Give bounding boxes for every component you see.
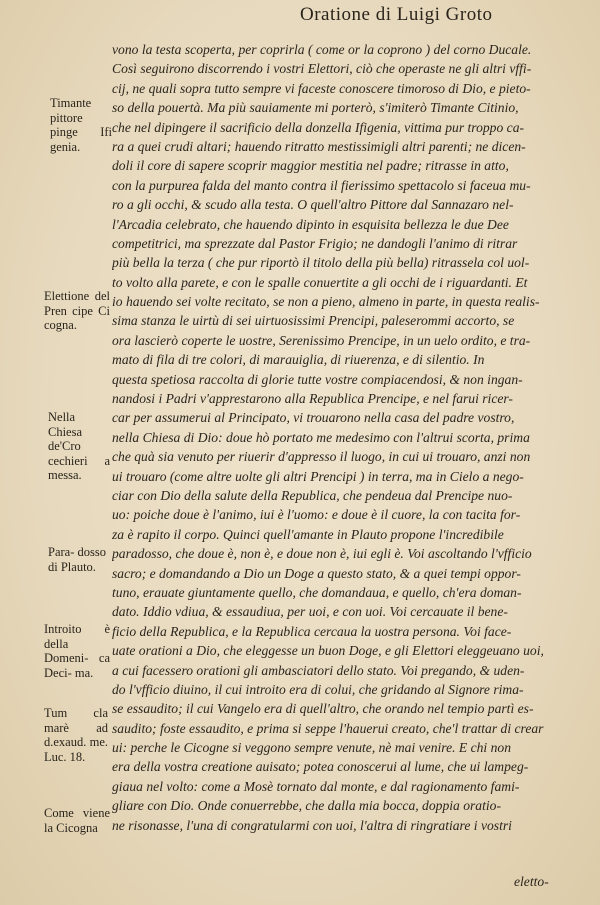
margin-note-cicogna: Come viene la Cicogna: [44, 806, 110, 835]
text-line: paradosso, che doue è, non è, e doue non è, iui egli è. Voi ascoltando l'vfficio: [112, 546, 532, 562]
text-line: uo: poiche doue è l'animo, iui è l'uomo: e doue è il cuore, la con tacita for-: [112, 507, 521, 523]
text-line: tuno, erauate giuntamente quello, che domandaua, e quello, ch'era doman-: [112, 584, 522, 600]
text-line: saudito; foste essaudito, e prima si seppe l'hauerui creato, che'l trattar di crear: [112, 720, 544, 736]
running-head: Oratione di Luigi Groto: [300, 4, 493, 25]
margin-note-paradosso: Para- dosso di Plauto.: [48, 545, 106, 574]
text-line: a cui facessero orationi gli ambasciatori dello stato. Voi pregando, & uden-: [112, 662, 525, 678]
margin-note-chiesa: Nella Chiesa de'Cro cechieri a messa.: [48, 410, 110, 482]
text-line: so della pouertà. Ma più sauiamente mi porterò, s'imiterò Timante Citinio,: [112, 100, 519, 116]
text-line: za è rapito il corpo. Quinci quell'amante in Plauto propone l'incredibile: [112, 526, 504, 542]
text-line: to volto alla parete, e con le spalle conuertite a gli occhi de i riguardanti. Et: [112, 274, 528, 290]
text-line: uate orationi a Dio, che eleggesse un buon Doge, e gli Elettori eleggeuano uoi,: [112, 643, 544, 659]
text-line: ui: perche le Cicogne si veggono sempre venute, nè mai venire. E chi non: [112, 740, 511, 756]
text-line: ciar con Dio della salute della Republica, che pendeua dal Prencipe nuo-: [112, 487, 513, 503]
text-line: ora lascierò coperte le uostre, Serenissimo Prencipe, in un uelo ordito, e tra-: [112, 332, 531, 348]
catchword: eletto-: [514, 874, 549, 889]
text-line: doli il core di sapere scoprir maggior mestitia nel padre; ritrasse in atto,: [112, 158, 509, 174]
margin-note-timante: Timante pittore pinge Ifi genia.: [50, 96, 112, 154]
text-line: era della vostra creatione auisato; potea conoscerui al lume, che ui lampeg-: [112, 759, 529, 775]
text-line: vono la testa scoperta, per coprirla ( come or la coprono ) del corno Ducale.: [112, 42, 532, 57]
text-line: cij, ne quali sopra tutto sempre vi faceste conoscere timoroso di Dio, e pieto-: [112, 80, 531, 96]
text-line: car per assumerui al Principato, vi trouarono nella casa del padre vostro,: [112, 410, 515, 426]
main-text-block: [112, 40, 592, 835]
text-line: ro a gli occhi, & scudo alla testa. O quell'altro Pittore dal Sannazaro nel-: [112, 197, 514, 213]
text-line: con la purpurea falda del manto contra il fierissimo spettacolo si faceua mu-: [112, 177, 531, 193]
text-line: ra a quei crudi altari; hauendo ritratto mestissimigli altri parenti; ne dicen-: [112, 138, 526, 154]
margin-note-elettione: Elettione del Pren cipe Ci cogna.: [44, 289, 110, 332]
text-line: ui trouaro (come altre uolte gli altri Prencipi ) in terra, ma in Cielo a nego-: [112, 468, 524, 484]
text-line: più bella la terza ( che pur riportò il titolo della più bella) ritrassela col uol-: [112, 255, 530, 271]
text-line: ne risonasse, l'una di congratularmi con uoi, l'altra di ringratiare i vostri: [112, 817, 512, 833]
text-line: nandosi i Padri v'apprestarono alla Republica Prencipe, e nel farui ricer-: [112, 391, 513, 407]
text-line: io hauendo sei volte recitato, se non a pieno, almeno in parte, in questa realis-: [112, 294, 540, 310]
text-line: ficio della Republica, e la Republica cercaua la uostra persona. Voi face-: [112, 623, 512, 639]
text-line: nella Chiesa di Dio: doue hò portato me medesimo con l'altrui scorta, prima: [112, 429, 530, 445]
text-line: questa spetiosa raccolta di glorie tutte vostre compiacendosi, & non ingan-: [112, 371, 523, 387]
text-line: che quà sia venuto per riuerir d'appresso il luogo, in cui ui trouaro, anzi non: [112, 449, 531, 465]
margin-note-tum-clamare: Tum cla marè ad d.exaud. me. Luc. 18.: [44, 706, 108, 764]
text-line: competitrici, ma sprezzate dal Pastor Frigio; ne dandogli l'animo di ritrar: [112, 235, 518, 251]
text-line: che nel dipingere il sacrificio della donzella Ifigenia, vittima pur troppo ca-: [112, 119, 525, 135]
text-line: do l'vfficio diuino, il cui introito era di colui, che gridando al Signore rima-: [112, 681, 524, 697]
text-line: mato di fila di tre colori, di marauiglia, di riuerenza, e di silentio. In: [112, 352, 485, 368]
margin-note-introito: Introito è della Domeni- ca Deci- ma.: [44, 622, 110, 680]
text-line: dato. Iddio vdiua, & essaudiua, per uoi, e con uoi. Voi cercauate il bene-: [112, 604, 508, 620]
text-line: l'Arcadia celebrato, che hauendo dipinto in esquisita bellezza le due Dee: [112, 216, 509, 232]
text-line: sacro; e domandando a Dio un Doge a questo stato, & a quei tempi oppor-: [112, 565, 521, 581]
text-line: se essaudito; il cui Vangelo era di quell'altro, che orando nel tempio partì es-: [112, 701, 534, 717]
text-line: giaua nel volto: come a Mosè tornato dal monte, e dal ragionamento fami-: [112, 778, 520, 794]
text-line: sima stanza le uirtù di sei uirtuosissimi Prencipi, paleserommi accorto, se: [112, 313, 515, 329]
text-line: Così seguirono discorrendo i vostri Elettori, ciò che operaste ne gli altri vffi-: [112, 61, 532, 77]
text-line: gliare con Dio. Onde conuerrebbe, che dalla mia bocca, doppia oratio-: [112, 798, 501, 814]
